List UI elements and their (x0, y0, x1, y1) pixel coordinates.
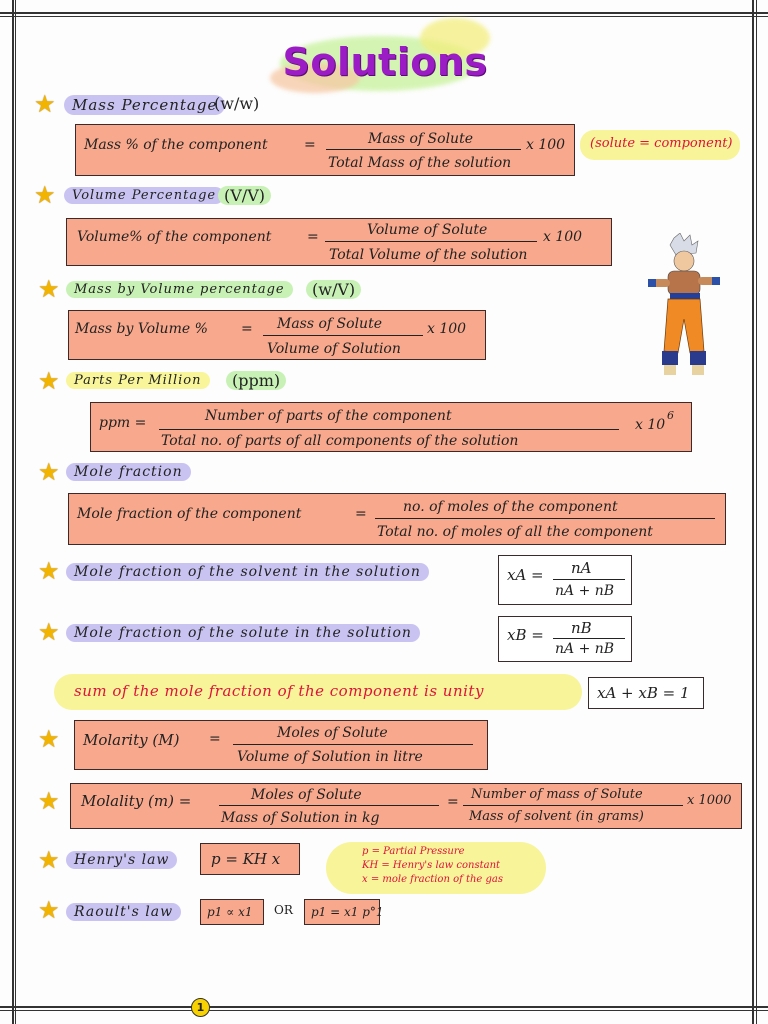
equals-sign: = (241, 321, 253, 337)
exponent: 6 (667, 409, 674, 422)
fraction-bar (233, 744, 473, 745)
fraction-bar (159, 429, 619, 430)
numerator: Volume of Solute (367, 222, 488, 238)
denominator: nA + nB (555, 641, 615, 657)
fraction-bar (325, 241, 537, 242)
denominator: Total no. of parts of all components of the solution (161, 433, 519, 449)
formula-box-raoult-2 (304, 899, 384, 925)
page-border-bottom-inner (0, 1010, 768, 1011)
title-block (270, 18, 500, 98)
lhs: Mass by Volume % (75, 321, 208, 337)
formula-box-unity (588, 677, 704, 709)
multiplier: x 100 (526, 137, 566, 153)
page-number-rule-left (140, 1006, 188, 1008)
lhs: xA = (507, 566, 544, 584)
fraction-bar (263, 335, 423, 336)
unit-mass-percentage: (w/w) (214, 94, 260, 113)
page-border-left (12, 0, 14, 1024)
denominator: Volume of Solution in litre (237, 749, 423, 765)
multiplier: x 100 (543, 229, 583, 245)
formula-box-mole-fraction (68, 493, 726, 545)
legend-item: x = mole fraction of the gas (362, 874, 504, 885)
star-icon: ★ (38, 618, 60, 646)
legend-item: p = Partial Pressure (362, 846, 465, 857)
fraction-bar (553, 579, 625, 580)
formula-box-volume-percentage (66, 218, 612, 266)
page-title: Solutions (282, 40, 488, 84)
lhs: Molarity (M) (83, 731, 180, 749)
denominator: nA + nB (555, 583, 615, 599)
numerator: Mass of Solute (277, 316, 382, 332)
fraction-bar (375, 518, 715, 519)
star-icon: ★ (38, 557, 60, 585)
heading-mole-fraction-solvent: Mole fraction of the solvent in the solution (66, 563, 429, 581)
raoult-formula-2: p1 = x1 p°1 (311, 905, 384, 919)
equals-sign: = (355, 506, 367, 522)
lhs: Molality (m) = (81, 792, 192, 810)
star-icon: ★ (38, 846, 60, 874)
numerator: no. of moles of the component (403, 499, 618, 515)
page-border-right-inner (756, 0, 757, 1024)
equals-sign: = (447, 794, 459, 810)
equals-sign: = (304, 137, 316, 153)
note-solute-component: (solute = component) (590, 136, 733, 151)
formula-box-mass-by-volume (68, 310, 486, 360)
henry-legend (362, 845, 503, 887)
unit-mass-by-volume: (w/V) (306, 280, 361, 299)
star-icon: ★ (38, 725, 60, 753)
denominator-1: Mass of Solution in kg (221, 810, 380, 826)
page-number-rule-right (212, 1006, 242, 1008)
star-icon: ★ (34, 181, 56, 209)
fraction-bar-2 (463, 805, 683, 806)
lhs: Volume% of the component (77, 229, 272, 245)
lhs: xB = (507, 626, 544, 644)
heading-mole-fraction: Mole fraction (66, 463, 191, 481)
page-border-bottom (0, 1006, 768, 1008)
page-border-top (0, 12, 768, 14)
formula-box-xb (498, 616, 632, 662)
formula-box-molality (70, 783, 742, 829)
numerator: Number of parts of the component (205, 408, 452, 424)
star-icon: ★ (38, 896, 60, 924)
unit-volume-percentage: (V/V) (218, 186, 271, 205)
star-icon: ★ (38, 458, 60, 486)
numerator: nA (571, 559, 592, 577)
fraction-bar-1 (219, 805, 439, 806)
heading-mass-by-volume: Mass by Volume percentage (66, 281, 293, 298)
heading-mole-fraction-solute: Mole fraction of the solute in the solution (66, 624, 420, 642)
equals-sign: = (209, 731, 221, 747)
heading-raoults-law: Raoult's law (66, 903, 181, 921)
numerator: Mass of Solute (368, 131, 473, 147)
henry-formula: p = KH x (211, 850, 281, 868)
lhs: Mole fraction of the component (77, 506, 302, 522)
numerator: nB (571, 619, 592, 637)
formula-box-henry (200, 843, 300, 875)
multiplier: x 1000 (687, 793, 732, 808)
star-icon: ★ (34, 90, 56, 118)
denominator: Volume of Solution (267, 341, 401, 357)
formula-box-mass-percentage (75, 124, 575, 176)
star-icon: ★ (38, 787, 60, 815)
numerator: Moles of Solute (277, 725, 388, 741)
denominator: Total Volume of the solution (329, 247, 528, 263)
formula-box-xa (498, 555, 632, 605)
lhs: Mass % of the component (84, 137, 268, 153)
heading-henrys-law: Henry's law (66, 851, 177, 869)
page-border-left-inner (15, 0, 16, 1024)
denominator: Total no. of moles of all the component (377, 524, 653, 540)
multiplier: x 10 (635, 417, 666, 433)
formula-box-molarity (74, 720, 488, 770)
formula-box-raoult-1 (200, 899, 264, 925)
numerator-1: Moles of Solute (251, 787, 362, 803)
page-number: 1 (191, 998, 210, 1017)
or-label: OR (274, 903, 293, 917)
star-icon: ★ (38, 367, 60, 395)
fraction-bar (326, 149, 521, 150)
unity-statement: sum of the mole fraction of the component is unity (74, 682, 484, 700)
heading-ppm: Parts Per Million (66, 372, 210, 389)
page-border-top-inner (0, 16, 768, 17)
multiplier: x 100 (427, 321, 467, 337)
legend-item: KH = Henry's law constant (362, 860, 501, 871)
denominator: Total Mass of the solution (328, 155, 512, 171)
page-border-right (752, 0, 754, 1024)
character-illustration (646, 233, 721, 378)
raoult-formula-1: p1 ∝ x1 (207, 905, 253, 919)
lhs: ppm = (99, 415, 147, 431)
heading-mass-percentage: Mass Percentage (64, 95, 225, 115)
denominator-2: Mass of solvent (in grams) (469, 809, 644, 824)
unity-formula: xA + xB = 1 (597, 684, 690, 702)
fraction-bar (553, 638, 625, 639)
star-icon: ★ (38, 275, 60, 303)
numerator-2: Number of mass of Solute (471, 787, 643, 802)
equals-sign: = (307, 229, 319, 245)
heading-volume-percentage: Volume Percentage (64, 187, 224, 204)
unit-ppm: (ppm) (226, 371, 286, 390)
formula-box-ppm (90, 402, 692, 452)
